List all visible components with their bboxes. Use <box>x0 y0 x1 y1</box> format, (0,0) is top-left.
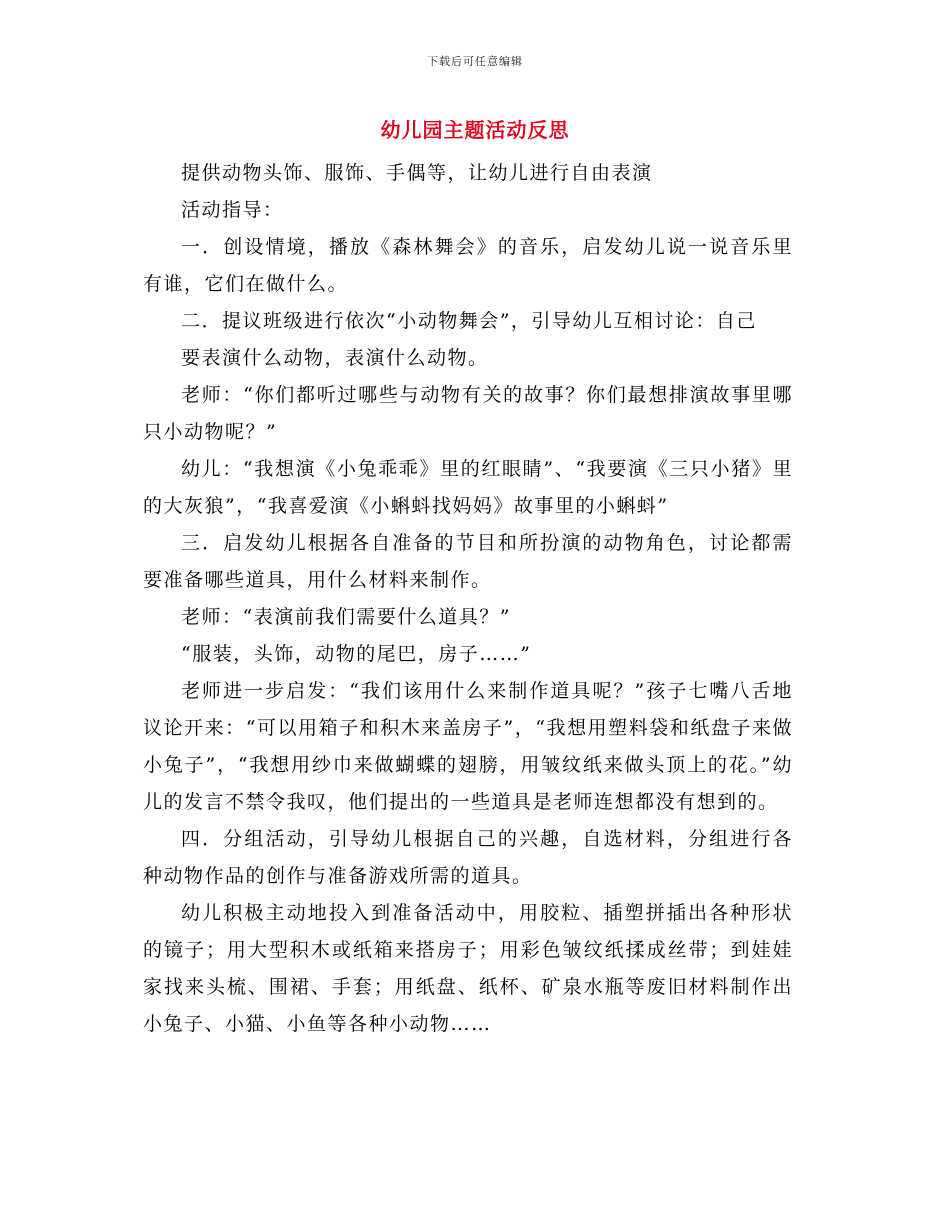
paragraph: 老师进一步启发：“我们该用什么来制作道具呢？”孩子七嘴八舌地议论开来：“可以用箱子和积木来盖房子”，“我想用塑料袋和纸盘子来做小兔子”，“我想用纱巾来做蝴蝶的翅膀，用皱纹纸来做头顶上的花。”幼儿的发言不禁令我叹，他们提出的一些道具是老师连想都没有想到的。 <box>143 680 793 813</box>
paragraph: 二．提议班级进行依次“小动物舞会”，引导幼儿互相讨论：自己 <box>181 310 757 332</box>
paragraph: 活动指导： <box>181 199 284 221</box>
paragraph: 一．创设情境，播放《森林舞会》的音乐，启发幼儿说一说音乐里有谁，它们在做什么。 <box>143 236 793 295</box>
paragraph: 提供动物头饰、服饰、手偶等，让幼儿进行自由表演 <box>181 162 653 184</box>
paragraph: 要表演什么动物，表演什么动物。 <box>181 347 489 369</box>
paragraph: 老师：“表演前我们需要什么道具？” <box>181 606 511 628</box>
document-body <box>143 155 793 1043</box>
paragraph: 幼儿积极主动地投入到准备活动中，用胶粒、插塑拼插出各种形状的镜子；用大型积木或纸箱来搭房子；用彩色皱纹纸揉成丝带；到娃娃家找来头梳、围裙、手套；用纸盘、纸杯、矿泉水瓶等废旧材料制作出小兔子、小猫、小鱼等各种小动物…… <box>143 902 793 1035</box>
paragraph: 老师：“你们都听过哪些与动物有关的故事？你们最想排演故事里哪只小动物呢？” <box>143 384 793 443</box>
paragraph: 幼儿：“我想演《小兔乖乖》里的红眼睛”、“我要演《三只小猪》里的大灰狼”，“我喜爱演《小蝌蚪找妈妈》故事里的小蝌蚪” <box>143 458 793 517</box>
paragraph: 四．分组活动，引导幼儿根据自己的兴趣，自选材料，分组进行各种动物作品的创作与准备游戏所需的道具。 <box>143 828 793 887</box>
paragraph: “服装，头饰，动物的尾巴，房子……” <box>181 643 532 665</box>
paragraph: 三．启发幼儿根据各自准备的节目和所扮演的动物角色，讨论都需要准备哪些道具，用什么材料来制作。 <box>143 532 793 591</box>
page-header-note: 下载后可任意编辑 <box>427 55 523 68</box>
document-title: 幼儿园主题活动反思 <box>380 118 570 142</box>
